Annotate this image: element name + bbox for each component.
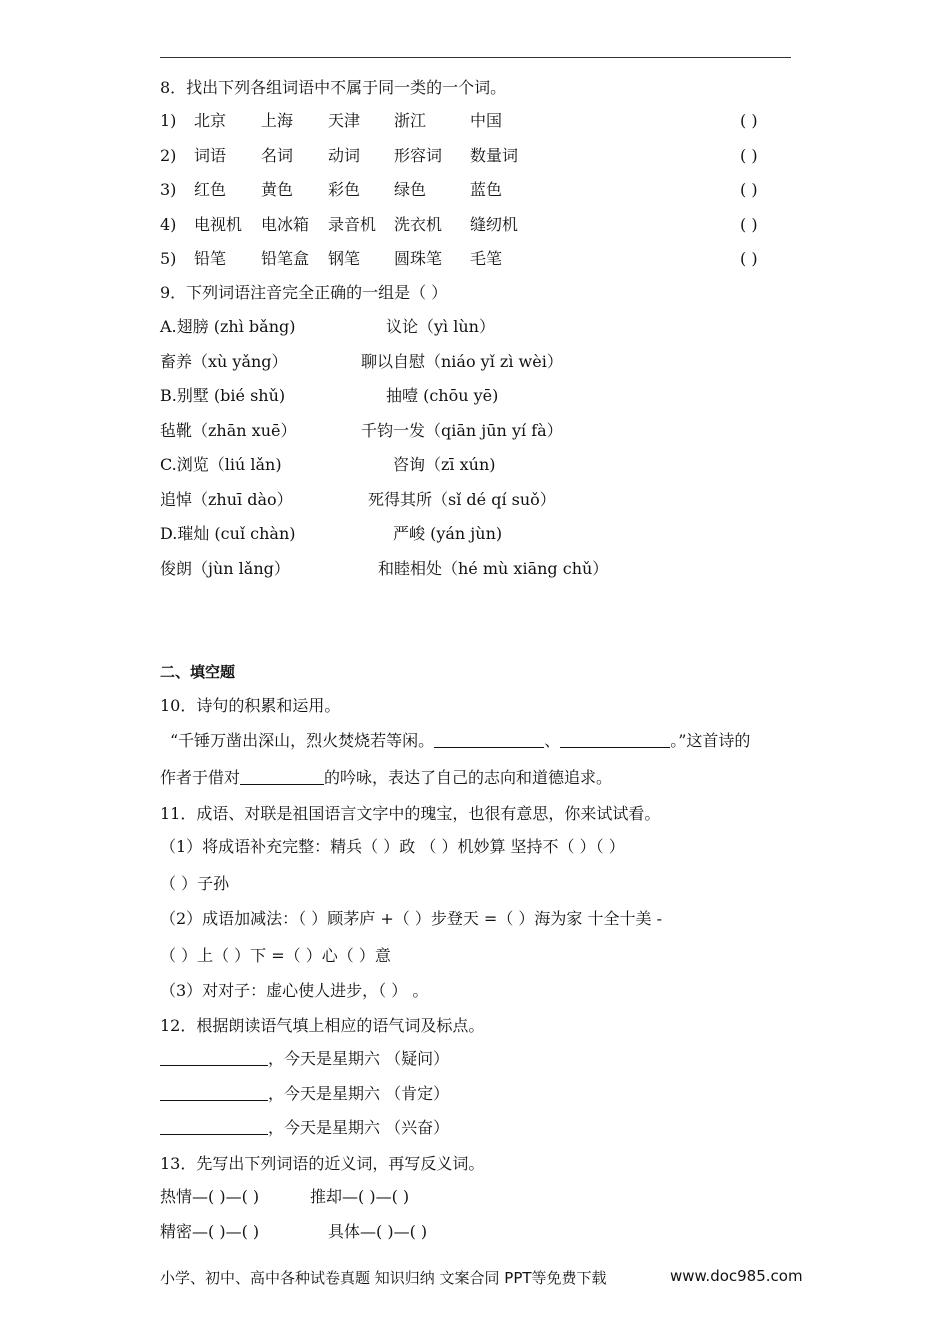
q8-word: 圆珠笔 — [394, 249, 443, 268]
q8-word: 铅笔盒 — [261, 249, 310, 268]
q8-word: 电冰箱 — [261, 214, 310, 234]
q9-option-right: 死得其所（sǐ dé qí suǒ） — [368, 489, 556, 509]
q8-word: 北京 — [194, 111, 227, 130]
q9-option-left: C.浏览（liú lǎn) — [160, 455, 282, 474]
q13-row1 — [160, 1186, 409, 1208]
q8-word: 浙江 — [394, 111, 427, 130]
q9-option-left: 毡靴（zhān xuē） — [160, 420, 297, 440]
q11-title: 11．成语、对联是祖国语言文字中的瑰宝，也很有意思，你来试试看。 — [160, 804, 661, 823]
q8-word: 缝纫机 — [470, 214, 519, 234]
q9-option-right: 和睦相处（hé mù xiāng chǔ） — [378, 558, 609, 578]
q12-blank[interactable] — [160, 1049, 268, 1066]
q13-item-2: 推却—( )—( ) — [310, 1187, 410, 1206]
q10-line1 — [170, 730, 750, 752]
footer-text: 小学、初中、高中各种试卷真题 知识归纳 文案合同 PPT等免费下载 — [160, 1269, 607, 1287]
q13-title: 13．先写出下列词语的近义词，再写反义词。 — [160, 1154, 485, 1173]
q8-word: 录音机 — [328, 214, 377, 234]
q8-word: 铅笔 — [194, 249, 227, 268]
section-title: 二、填空题 — [160, 663, 236, 681]
q8-word: 绿色 — [394, 180, 427, 199]
q8-word: 红色 — [194, 180, 227, 199]
q12-row — [160, 1048, 449, 1070]
q10-blank-2[interactable] — [560, 731, 670, 748]
q8-row-number: 4) — [160, 214, 177, 234]
q10-text-d: 作者于借对 — [160, 768, 241, 787]
q9-option-left: B.别墅 (bié shǔ) — [160, 386, 286, 405]
q8-answer-blank[interactable]: ( ) — [740, 111, 758, 130]
q9-option-right: 聊以自慰（niáo yǐ zì wèi） — [361, 351, 563, 371]
q8-row-number: 2) — [160, 145, 177, 165]
q9-option-left: 追悼（zhuī dào） — [160, 489, 293, 509]
q8-answer-blank[interactable]: ( ) — [740, 145, 758, 165]
q9-option-right: 议论（yì lùn） — [386, 317, 495, 336]
q8-word: 彩色 — [328, 180, 361, 199]
q8-word: 毛笔 — [470, 249, 503, 268]
q11-part1b: （ ）子孙 — [160, 874, 230, 893]
q9-option-left: D.璀灿 (cuǐ chàn) — [160, 524, 296, 543]
q10-text-c: 。”这首诗的 — [670, 731, 751, 750]
q8-row — [160, 179, 758, 201]
q10-text-a: “千锤万凿出深山，烈火焚烧若等闲。 — [170, 731, 435, 750]
q12-text: ，今天是星期六 （兴奋） — [268, 1118, 450, 1137]
q8-word: 名词 — [261, 145, 294, 165]
header-rule — [160, 57, 791, 58]
q8-row-number: 1) — [160, 111, 177, 130]
q8-title: 8．找出下列各组词语中不属于同一类的一个词。 — [160, 78, 507, 97]
q8-row — [160, 214, 758, 236]
q9-option-left: 畜养（xù yǎng） — [160, 351, 288, 371]
q8-row — [160, 110, 758, 132]
q9-option-right: 严峻 (yán jùn) — [393, 524, 503, 543]
q9-option-right: 咨询（zī xún) — [393, 455, 496, 474]
q8-row — [160, 145, 758, 167]
q8-word: 中国 — [470, 111, 503, 130]
q9-option-left: 俊朗（jùn lǎng） — [160, 558, 290, 578]
q8-row-number: 5) — [160, 249, 177, 268]
q12-text: ，今天是星期六 （疑问） — [268, 1049, 450, 1068]
q13-row2 — [160, 1221, 427, 1243]
q8-row — [160, 248, 758, 270]
q12-row — [160, 1083, 449, 1105]
q8-word: 形容词 — [394, 145, 443, 165]
footer — [160, 1267, 803, 1288]
q10-text-e: 的吟咏，表达了自己的志向和道德追求。 — [324, 768, 613, 787]
q8-word: 黄色 — [261, 180, 294, 199]
q8-word: 洗衣机 — [394, 214, 443, 234]
q8-word: 天津 — [328, 111, 361, 130]
q11-part3: （3）对对子：虚心使人进步，（ ） 。 — [160, 981, 429, 1000]
q8-row-number: 3) — [160, 180, 177, 199]
q8-word: 钢笔 — [328, 249, 361, 268]
q8-word: 词语 — [194, 145, 227, 165]
q12-text: ，今天是星期六 （肯定） — [268, 1083, 450, 1103]
q10-blank-1[interactable] — [434, 731, 544, 748]
q9-option-right: 抽噎 (chōu yē) — [386, 386, 499, 405]
q9-title: 9．下列词语注音完全正确的一组是（ ） — [160, 283, 448, 302]
q10-blank-3[interactable] — [240, 768, 324, 785]
q8-answer-blank[interactable]: ( ) — [740, 249, 758, 268]
q8-answer-blank[interactable]: ( ) — [740, 180, 758, 199]
q13-item-1: 热情—( )—( ) — [160, 1187, 260, 1206]
q10-line2 — [160, 767, 612, 789]
q10-title: 10．诗句的积累和运用。 — [160, 696, 341, 715]
q8-word: 上海 — [261, 111, 294, 130]
q8-word: 电视机 — [194, 214, 243, 234]
q9-option-left: A.翅膀 (zhì bǎng) — [160, 317, 296, 336]
q10-text-b: 、 — [544, 731, 561, 750]
q8-word: 动词 — [328, 145, 361, 165]
q11-part2a: （2）成语加减法：（ ）顾茅庐 +（ ）步登天 =（ ）海为家 十全十美 - — [160, 909, 663, 928]
q13-item-4: 具体—( )—( ) — [328, 1222, 428, 1241]
q12-blank[interactable] — [160, 1084, 268, 1101]
q12-row — [160, 1117, 449, 1139]
q13-item-3: 精密—( )—( ) — [160, 1222, 260, 1241]
q8-answer-blank[interactable]: ( ) — [740, 214, 758, 234]
q9-option-right: 千钧一发（qiān jūn yí fà） — [361, 420, 563, 440]
q8-word: 蓝色 — [470, 180, 503, 199]
q8-word: 数量词 — [470, 145, 519, 165]
q12-title: 12．根据朗读语气填上相应的语气词及标点。 — [160, 1016, 485, 1035]
footer-url[interactable]: www.doc985.com — [670, 1267, 803, 1285]
q11-part2b: （ ）上（ ）下 =（ ）心（ ）意 — [160, 946, 391, 965]
q12-blank[interactable] — [160, 1118, 268, 1135]
q11-part1a: （1）将成语补充完整：精兵（ ）政 （ ）机妙算 坚持不（ ）（ ） — [160, 837, 625, 856]
